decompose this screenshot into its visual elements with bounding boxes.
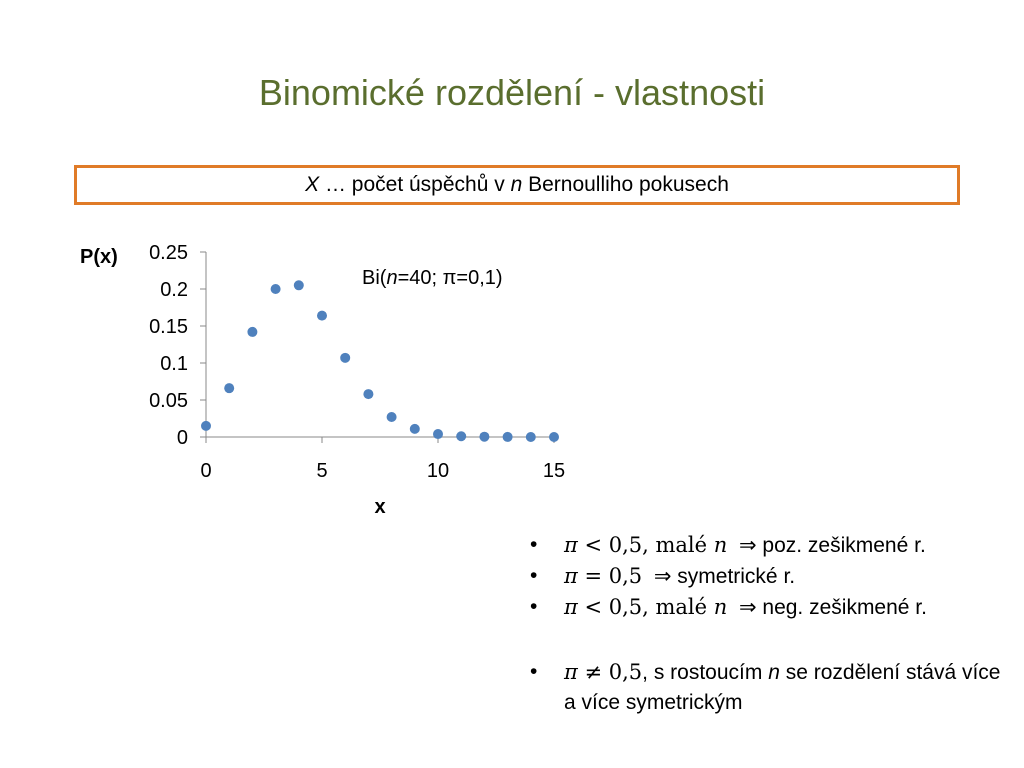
data-point bbox=[317, 311, 327, 321]
data-point bbox=[549, 432, 559, 442]
bullet-n: n bbox=[768, 661, 780, 684]
bullet-n: n bbox=[713, 533, 728, 557]
bullet-text: symetrické r. bbox=[677, 565, 796, 588]
data-point bbox=[387, 412, 397, 422]
bullet-dot: • bbox=[530, 564, 538, 587]
data-point bbox=[224, 383, 234, 393]
list-item bbox=[530, 657, 1010, 718]
annotation-post: =40; π=0,1) bbox=[397, 267, 503, 289]
bullet-text-2: se rozdělení stává více a více symetrickým bbox=[564, 661, 1007, 714]
slide-title: Binomické rozdělení - vlastnosti bbox=[258, 72, 766, 113]
data-point bbox=[479, 432, 489, 442]
bullet-dot: • bbox=[530, 660, 538, 683]
annotation-n: n bbox=[386, 267, 398, 289]
data-point bbox=[410, 424, 420, 434]
bullet-num: 0,5 bbox=[608, 660, 643, 684]
bullet-math: π ≠ bbox=[564, 660, 609, 684]
binomial-scatter-chart bbox=[60, 230, 600, 530]
bullet-math: π < bbox=[564, 595, 609, 619]
data-point bbox=[363, 389, 373, 399]
bullet-text: poz. zešikmené r. bbox=[762, 534, 926, 557]
data-point bbox=[201, 421, 211, 431]
definition-text-1: … počet úspěchů v bbox=[319, 173, 511, 196]
chart-points bbox=[201, 280, 559, 442]
bullet-text-1: , s rostoucím bbox=[642, 661, 769, 684]
data-point bbox=[340, 353, 350, 363]
annotation-pre: Bi( bbox=[362, 267, 387, 289]
bullet-num: 0,5, malé bbox=[608, 595, 714, 619]
definition-variable: X bbox=[305, 173, 320, 196]
definition-box bbox=[74, 165, 960, 205]
bullet-arrow: ⇒ bbox=[727, 534, 763, 557]
y-tick-label: 0.1 bbox=[160, 353, 188, 375]
bullet-math: π = bbox=[564, 564, 609, 588]
x-tick-label: 0 bbox=[200, 460, 212, 482]
data-point bbox=[271, 284, 281, 294]
data-point bbox=[247, 327, 257, 337]
bullet-text: neg. zešikmené r. bbox=[762, 596, 927, 619]
y-tick-label: 0.15 bbox=[149, 316, 188, 338]
data-point bbox=[456, 431, 466, 441]
data-point bbox=[526, 432, 536, 442]
y-tick-label: 0 bbox=[176, 427, 188, 449]
x-tick-label: 10 bbox=[426, 460, 450, 482]
bullet-math: π < bbox=[564, 533, 609, 557]
bullet-num: 0,5 bbox=[608, 564, 643, 588]
list-item bbox=[530, 561, 1010, 592]
bullet-n: n bbox=[713, 595, 728, 619]
data-point bbox=[294, 280, 304, 290]
list-item bbox=[530, 530, 1010, 561]
x-tick-label: 5 bbox=[316, 460, 328, 482]
bullet-dot: • bbox=[530, 533, 538, 556]
definition-text-2: Bernoulliho pokusech bbox=[522, 173, 729, 196]
y-tick-label: 0.25 bbox=[149, 242, 188, 264]
y-axis-label: P(x) bbox=[80, 246, 118, 268]
bullet-arrow: ⇒ bbox=[727, 596, 763, 619]
y-tick-label: 0.2 bbox=[160, 279, 188, 301]
distribution-annotation bbox=[362, 267, 503, 289]
properties-list bbox=[530, 530, 1010, 718]
bullet-arrow: ⇒ bbox=[642, 565, 678, 588]
definition-n: n bbox=[510, 173, 523, 196]
list-item bbox=[530, 592, 1010, 623]
bullet-dot: • bbox=[530, 595, 538, 618]
x-tick-label: 15 bbox=[542, 460, 566, 482]
data-point bbox=[433, 429, 443, 439]
y-tick-label: 0.05 bbox=[149, 390, 188, 412]
chart-axes bbox=[149, 242, 565, 482]
data-point bbox=[503, 432, 513, 442]
x-axis-label: x bbox=[374, 496, 386, 518]
bullet-num: 0,5, malé bbox=[608, 533, 714, 557]
